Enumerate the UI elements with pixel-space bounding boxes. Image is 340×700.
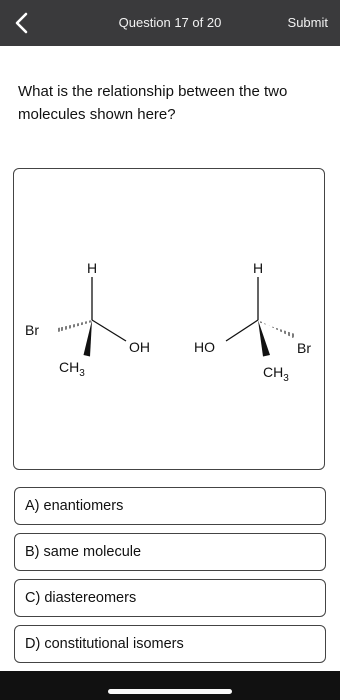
molecule-figure bbox=[13, 168, 325, 470]
bond-oh-left bbox=[92, 320, 126, 341]
atom-br-left: Br bbox=[25, 322, 39, 338]
group-ch3-left: $CH_3$ bbox=[59, 359, 85, 379]
molecule-right bbox=[194, 260, 311, 384]
question-counter: Question 17 of 20 bbox=[118, 15, 222, 30]
dash-br-right bbox=[261, 309, 293, 344]
submit-button[interactable]: Submit bbox=[287, 15, 328, 30]
group-ho-right: HO bbox=[194, 339, 215, 355]
answer-option-d[interactable] bbox=[14, 625, 326, 663]
answer-option-b[interactable] bbox=[14, 533, 326, 571]
top-navigation-bar bbox=[0, 0, 340, 46]
group-ch3-right: $CH_3$ bbox=[263, 364, 289, 384]
answer-label: D) constitutional isomers bbox=[25, 636, 184, 652]
atom-h-left: H bbox=[87, 260, 98, 276]
wedge-ch3-right bbox=[258, 320, 270, 357]
home-indicator[interactable] bbox=[108, 689, 232, 694]
answer-label: B) same molecule bbox=[25, 544, 142, 560]
question-text: What is the relationship between the two molecules shown here? bbox=[18, 83, 288, 123]
molecule-left bbox=[25, 260, 150, 379]
answer-label: C) diastereomers bbox=[25, 590, 137, 606]
bond-ho-right bbox=[226, 320, 258, 341]
dash-br-left bbox=[59, 314, 90, 334]
bottom-bar bbox=[0, 671, 340, 700]
answer-label: A) enantiomers bbox=[25, 498, 124, 514]
answer-option-a[interactable] bbox=[14, 487, 326, 525]
molecule-structures bbox=[14, 169, 326, 471]
answer-option-c[interactable] bbox=[14, 579, 326, 617]
atom-br-right: Br bbox=[297, 340, 311, 356]
atom-h-right: H bbox=[253, 260, 264, 276]
answer-choices bbox=[14, 487, 326, 671]
wedge-ch3-left bbox=[84, 320, 93, 357]
group-oh-left: OH bbox=[129, 339, 150, 355]
